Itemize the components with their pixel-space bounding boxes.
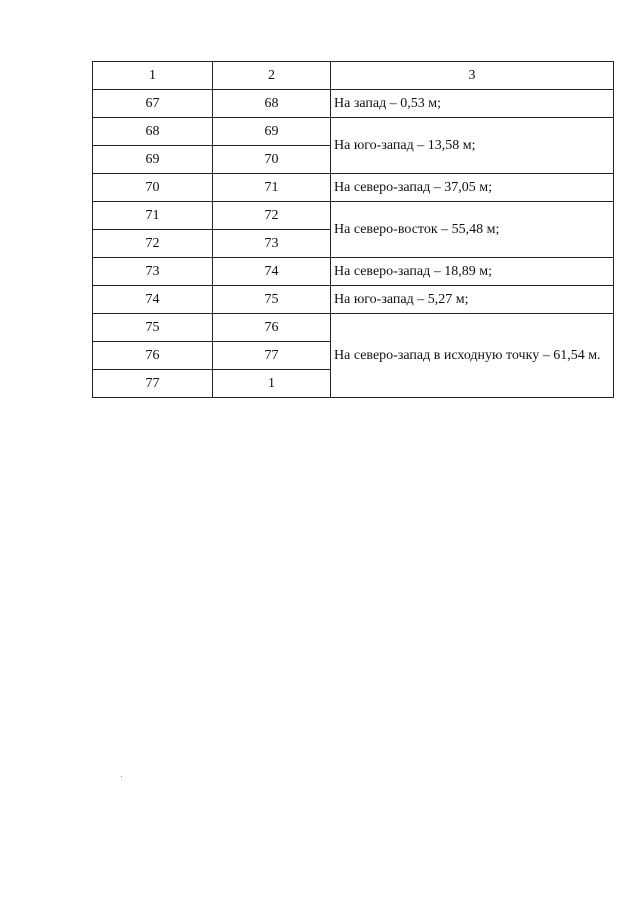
table-row: [93, 202, 614, 230]
header-col-3: 3: [331, 62, 614, 90]
point-from: 72: [93, 230, 213, 258]
point-to: 76: [213, 314, 331, 342]
point-to: 69: [213, 118, 331, 146]
scan-artifact: [121, 776, 122, 777]
boundary-table: [92, 61, 614, 398]
table-row: [93, 174, 614, 202]
table-row: [93, 314, 614, 342]
point-from: 77: [93, 370, 213, 398]
point-from: 70: [93, 174, 213, 202]
table-row: [93, 286, 614, 314]
point-to: 73: [213, 230, 331, 258]
point-to: 72: [213, 202, 331, 230]
direction-cell: На северо-запад – 37,05 м;: [331, 174, 614, 202]
direction-cell: На северо-восток – 55,48 м;: [331, 202, 614, 258]
point-from: 76: [93, 342, 213, 370]
point-to: 1: [213, 370, 331, 398]
direction-cell: На юго-запад – 5,27 м;: [331, 286, 614, 314]
point-from: 74: [93, 286, 213, 314]
point-to: 71: [213, 174, 331, 202]
point-from: 73: [93, 258, 213, 286]
direction-cell: На северо-запад – 18,89 м;: [331, 258, 614, 286]
point-from: 68: [93, 118, 213, 146]
direction-cell: На запад – 0,53 м;: [331, 90, 614, 118]
point-to: 70: [213, 146, 331, 174]
point-from: 75: [93, 314, 213, 342]
point-to: 68: [213, 90, 331, 118]
header-col-2: 2: [213, 62, 331, 90]
table-row: [93, 118, 614, 146]
point-to: 74: [213, 258, 331, 286]
header-col-1: 1: [93, 62, 213, 90]
point-from: 69: [93, 146, 213, 174]
direction-cell: На северо-запад в исходную точку – 61,54 м.: [331, 314, 614, 398]
direction-cell: На юго-запад – 13,58 м;: [331, 118, 614, 174]
point-to: 75: [213, 286, 331, 314]
table-row: [93, 258, 614, 286]
point-to: 77: [213, 342, 331, 370]
table-header-row: [93, 62, 614, 90]
point-from: 71: [93, 202, 213, 230]
point-from: 67: [93, 90, 213, 118]
table-row: [93, 90, 614, 118]
